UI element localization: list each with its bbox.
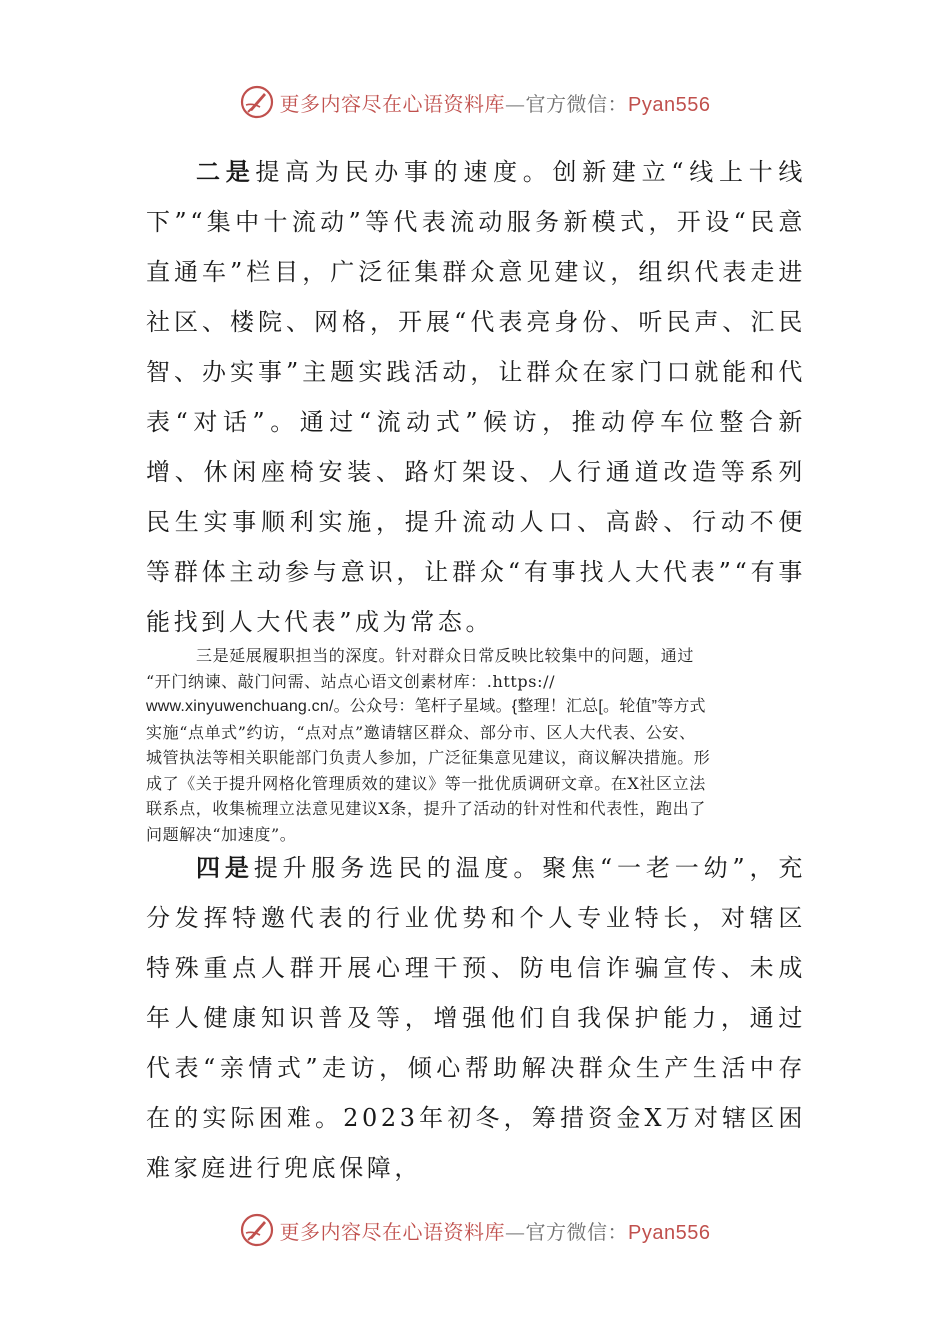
watermark-banner-top xyxy=(0,82,950,122)
quill-logo-icon xyxy=(240,1213,274,1247)
quill-logo-icon xyxy=(240,85,274,119)
paragraph-two-lead: 二是 xyxy=(196,157,256,186)
watermark-text: 更多内容尽在心语资料库—官方微信：Pyan556 xyxy=(279,91,711,116)
paragraph-three-line: 三是延展履职担当的深度。针对群众日常反映比较集中的问题，通过 xyxy=(196,646,695,665)
watermark-banner-bottom xyxy=(0,1210,950,1250)
watermark-text: 更多内容尽在心语资料库—官方微信：Pyan556 xyxy=(279,1219,711,1244)
paragraph-three-line: 成了《关于提升网格化管理质效的建议》等一批优质调研文章。在X社区立法 xyxy=(146,773,706,793)
paragraph-two-body: 提高为民办事的速度。创新建立“线上十线下”“集中十流动”等代表流动服务新模式，开设“民意直通车”栏目，广泛征集群众意见建议，组织代表走进社区、楼院、网格，开展“代表亮身份、听民声、汇民智、办实事”主题实践活动，让群众在家门口就能和代表“对话”。通过“流动式”候访，推动停车位整合新增、休闲座椅安装、路灯架设、人行通道改造等系列民生实事顺利实施，提升流动人口、高龄、行动不便等群体主动参与意识，让群众“有事找人大代表”“有事能找到人大代表”成为常态。 xyxy=(146,158,807,636)
paragraph-three-line: 联系点，收集梳理立法意见建议X条，提升了活动的针对性和代表性，跑出了 xyxy=(146,799,706,818)
paragraph-three-line: 问题解决“加速度”。 xyxy=(146,824,297,844)
paragraph-three-line: 城管执法等相关职能部门负责人参加，广泛征集意见建议，商议解决措施。形 xyxy=(146,748,711,767)
paragraph-three-line: 实施“点单式”约访，“点对点”邀请辖区群众、部分市、区人大代表、公安、 xyxy=(146,722,696,742)
paragraph-four-body: 提升服务选民的温度。聚焦“一老一幼”，充分发挥特邀代表的行业优势和个人专业特长，对辖区特殊重点人群开展心理干预、防电信诈骗宣传、未成年人健康知识普及等，增强他们自我保护能力，通过代表“亲情式”走访，倾心帮助解决群众生产生活中存在的实际困难。2023年初冬，筹措资金X万对辖区困难家庭进行兜底保障， xyxy=(146,854,806,1182)
paragraph-four xyxy=(146,843,806,1193)
paragraph-two xyxy=(146,147,806,647)
paragraph-three-line: “开门纳谏、敲门问需、站点心语文创素材库：.https:// xyxy=(146,671,556,691)
paragraph-three-line: www.xinyuwenchuang.cn/。公众号：笔杆子星域。{整理！汇总[。轮值”等方式 xyxy=(146,698,706,715)
paragraph-three xyxy=(146,643,808,847)
paragraph-four-lead: 四是 xyxy=(196,853,254,882)
